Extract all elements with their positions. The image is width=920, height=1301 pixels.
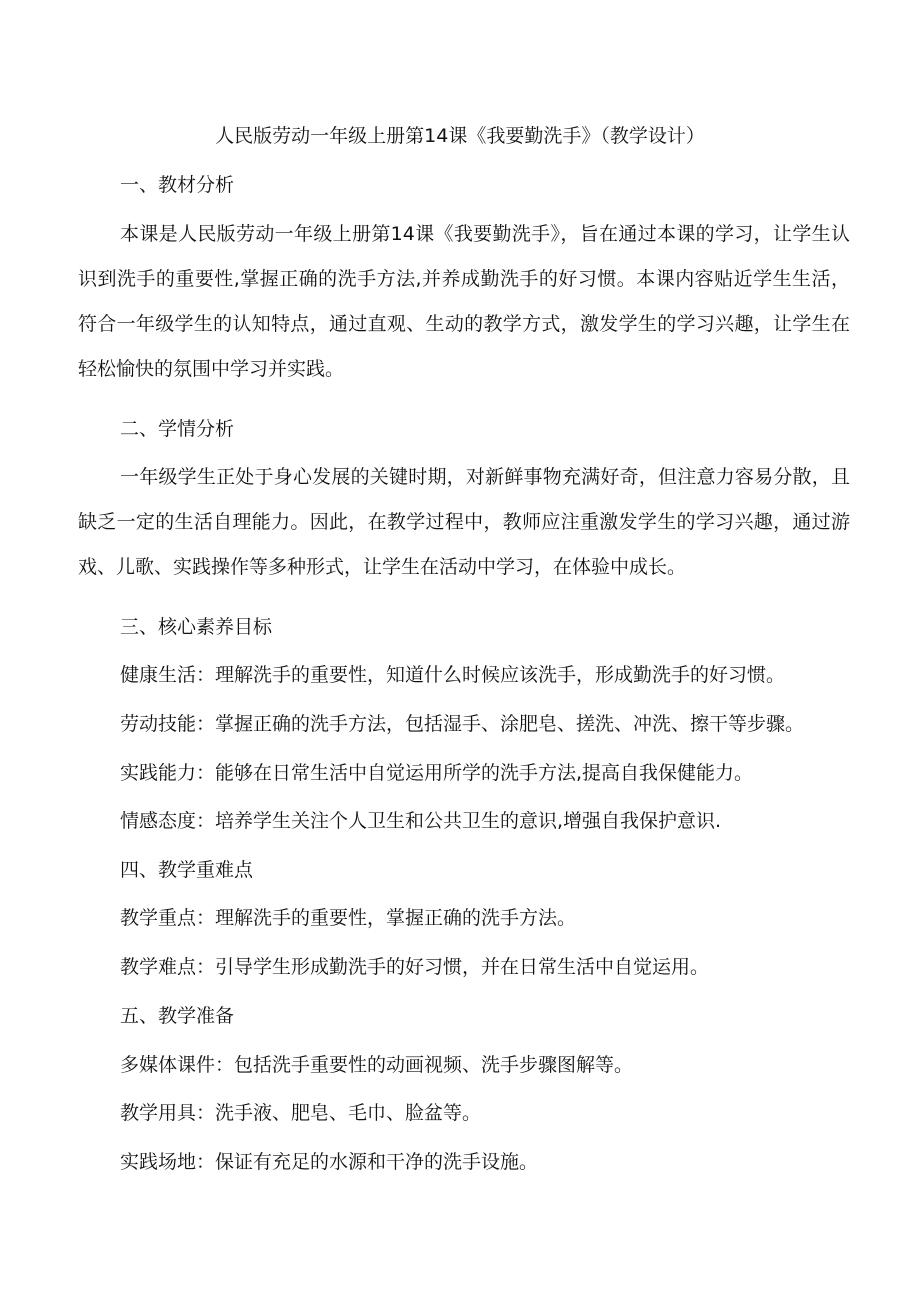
- section-heading-learner-analysis: 二、学情分析: [120, 418, 235, 440]
- document-title: 人民版劳动一年级上册第14课《我要勤洗手》（教学设计）: [215, 125, 705, 147]
- core-goal-item: 情感态度：培养学生关注个人卫生和公共卫生的意识,增强自我保护意识.: [120, 810, 722, 832]
- core-goal-item: 健康生活：理解洗手的重要性，知道什么时候应该洗手，形成勤洗手的好习惯。: [120, 664, 786, 686]
- section-heading-material-analysis: 一、教材分析: [120, 174, 235, 196]
- key-point-item: 教学重点：理解洗手的重要性，掌握正确的洗手方法。: [120, 907, 577, 929]
- learner-analysis-paragraph: 一年级学生正处于身心发展的关键时期，对新鲜事物充满好奇，但注意力容易分散，且缺乏一定的生活自理能力。因此，在教学过程中，教师应注重激发学生的学习兴趣，通过游戏、儿歌、实践操作等多种形式，让学生在活动中学习，在体验中成长。: [78, 466, 850, 578]
- material-analysis-paragraph: 本课是人民版劳动一年级上册第14课《我要勤洗手》，旨在通过本课的学习，让学生认识到洗手的重要性,掌握正确的洗手方法,并养成勤洗手的好习惯。本课内容贴近学生生活，符合一年级学生的认知特点，通过直观、生动的教学方式，激发学生的学习兴趣，让学生在轻松愉快的氛围中学习并实践。: [78, 223, 850, 380]
- core-goal-item: 实践能力：能够在日常生活中自觉运用所学的洗手方法,提高自我保健能力。: [120, 762, 754, 784]
- section-heading-preparation: 五、教学准备: [120, 1005, 235, 1027]
- section-heading-key-points: 四、教学重难点: [120, 859, 254, 881]
- core-goal-item: 劳动技能：掌握正确的洗手方法，包括湿手、涂肥皂、搓洗、冲洗、擦干等步骤。: [120, 713, 805, 735]
- preparation-item: 教学用具：洗手液、肥皂、毛巾、脸盆等。: [120, 1102, 482, 1124]
- section-heading-core-goals: 三、核心素养目标: [120, 616, 273, 638]
- key-point-item: 教学难点：引导学生形成勤洗手的好习惯，并在日常生活中自觉运用。: [120, 956, 710, 978]
- preparation-item: 多媒体课件：包括洗手重要性的动画视频、洗手步骤图解等。: [120, 1054, 634, 1076]
- preparation-item: 实践场地：保证有充足的水源和干净的洗手设施。: [120, 1151, 539, 1173]
